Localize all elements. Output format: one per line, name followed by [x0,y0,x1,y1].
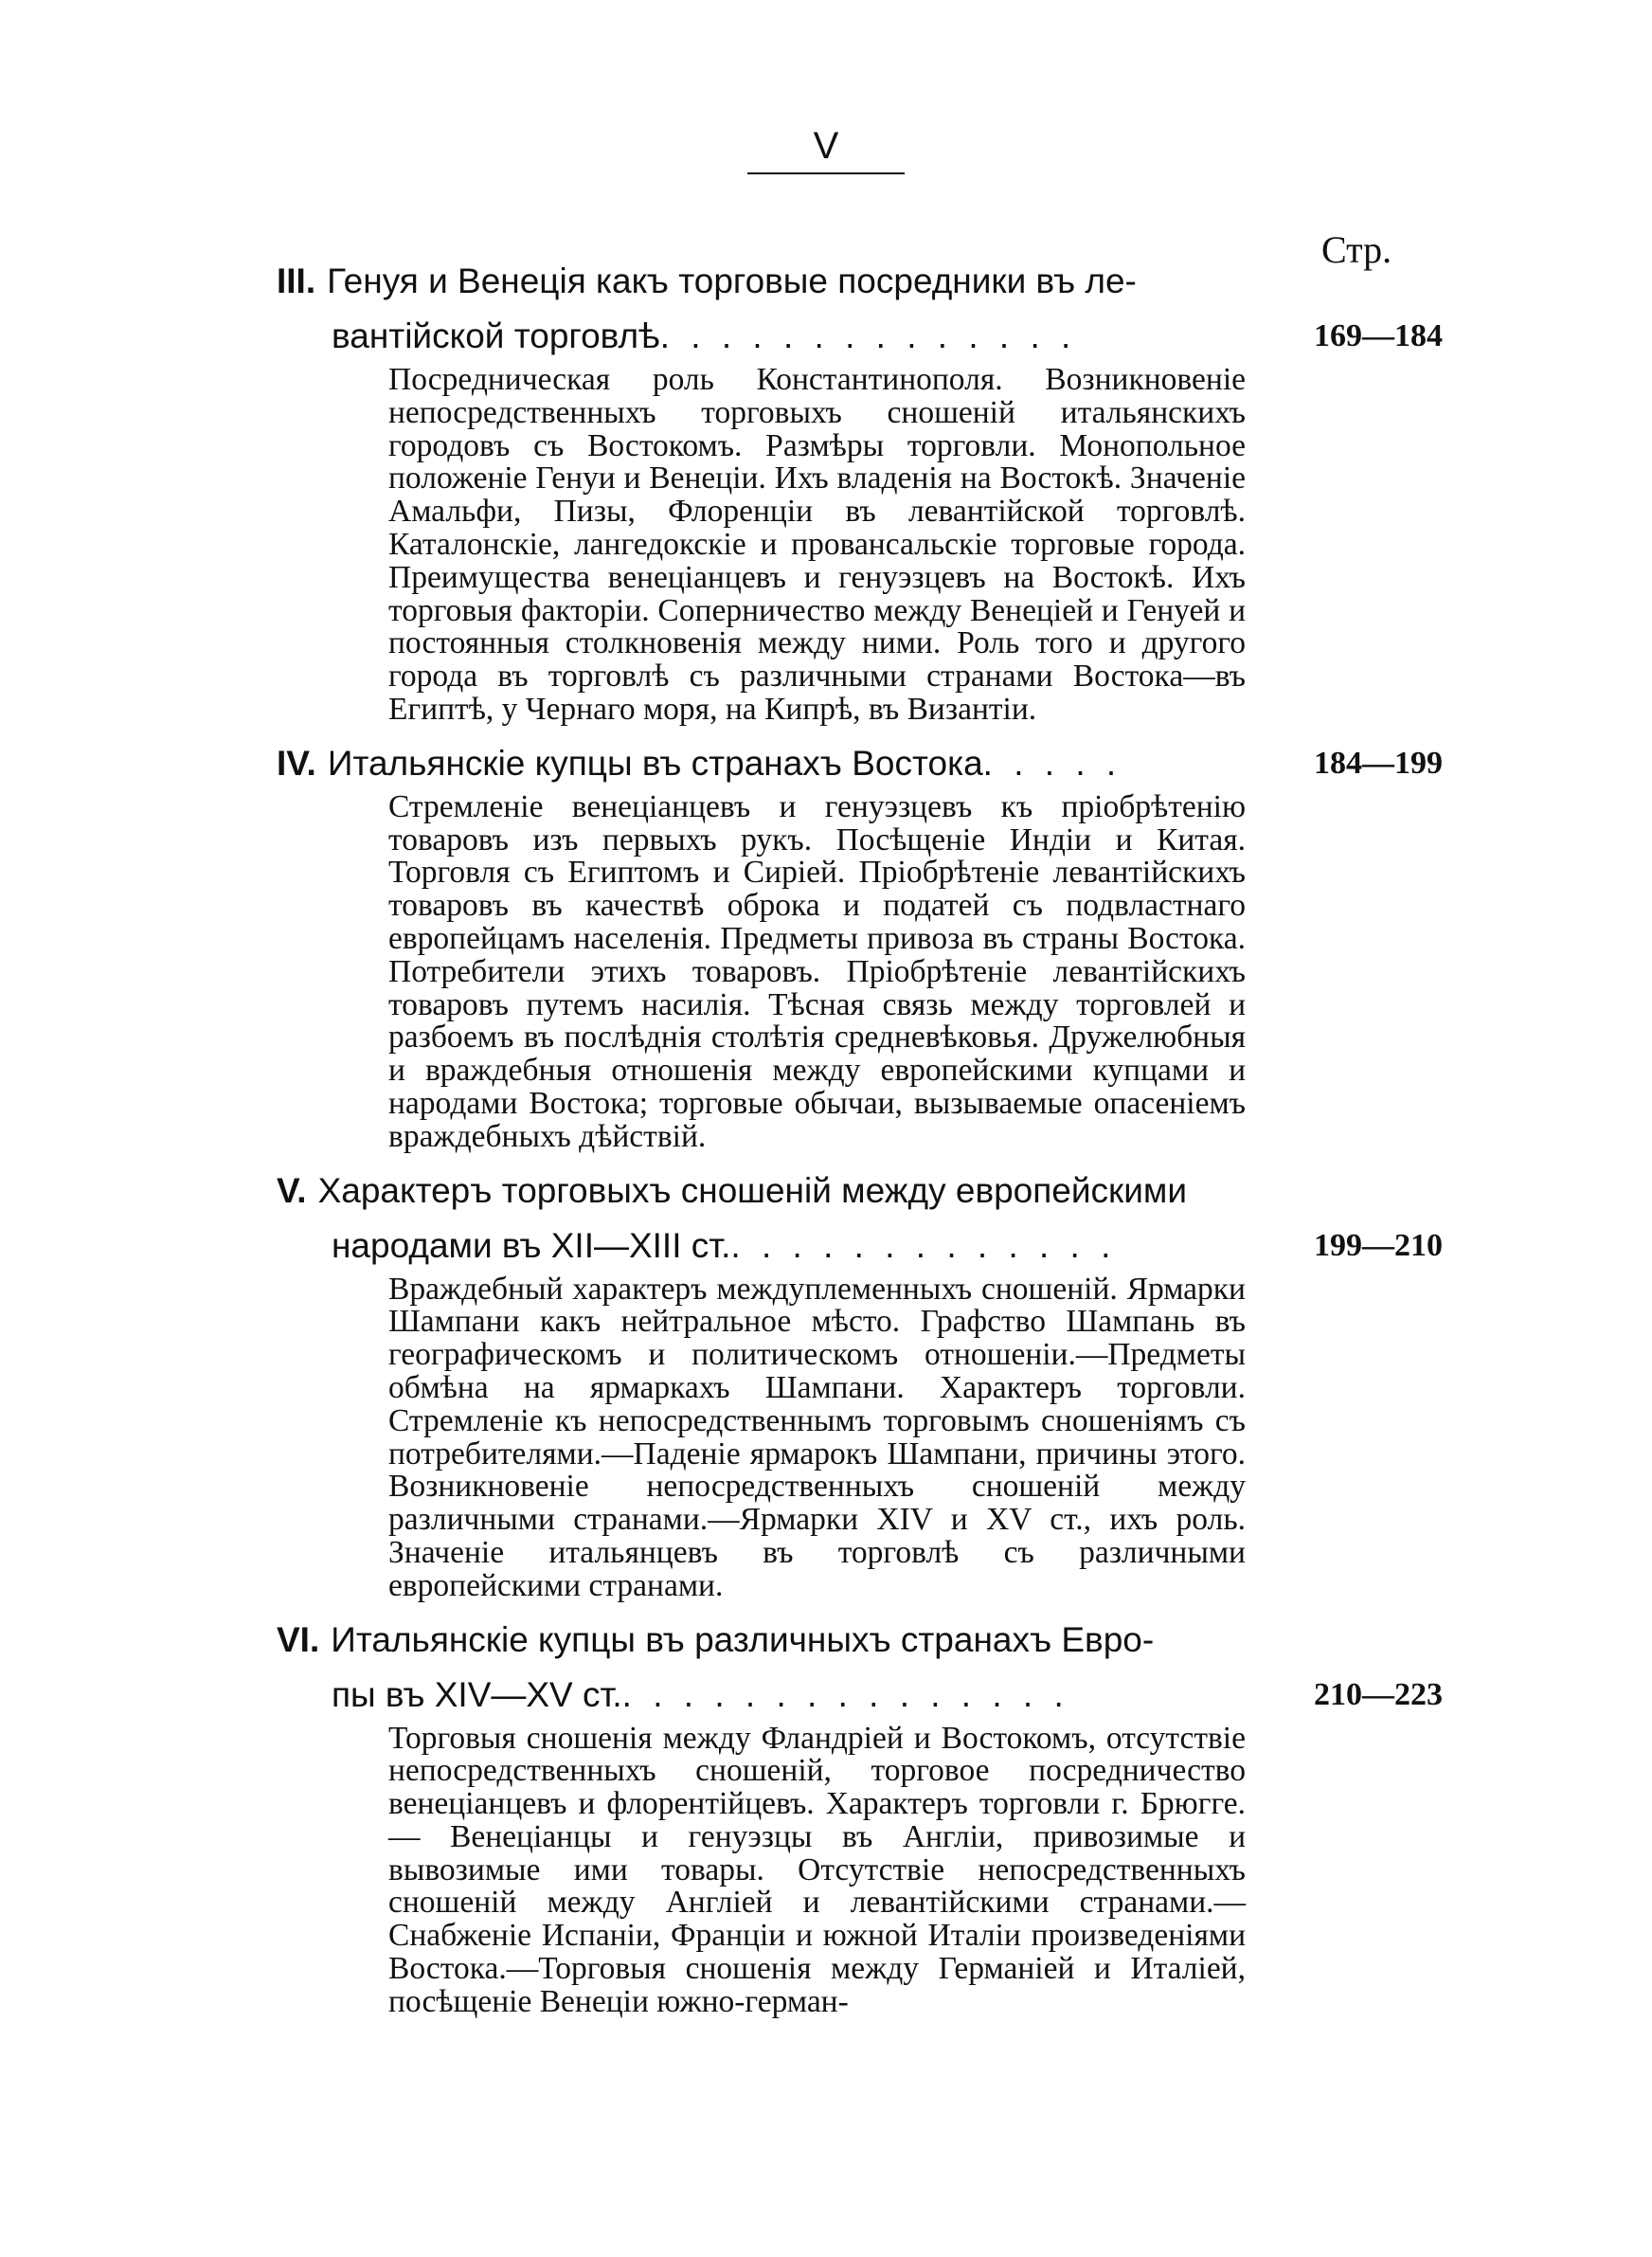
section-summary: Стремленіе венеціанцевъ и генуэзцевъ къ пріобрѣтенію товаровъ изъ первыхъ рукъ. Посѣщеніе Индіи и Китая. Торговля съ Египтомъ и Сиріей. Пріобрѣтеніе левантійскихъ товаровъ въ качествѣ оброка и податей съ подвластнаго европейцамъ населенія. Предметы привоза въ страны Востока. Потребители этихъ товаровъ. Пріобрѣтеніе левантійскихъ товаровъ путемъ насилія. Тѣсная связь между торговлей и разбоемъ въ послѣднія столѣтія средневѣковья. Дружелюбныя и враждебныя отношенія между европейскими купцами и народами Востока; торговые обычаи, вызываемые опасеніемъ враждебныхъ дѣйствій. [388,788,1246,1154]
leader-dots: . . . . . . . . . . . . . . [659,316,1077,355]
section-heading-line2 [277,309,1243,364]
section-heading [277,1613,1243,1668]
section-title-line1: Итальянскіе купцы въ различныхъ странахъ Евро- [331,1619,1155,1659]
toc-section-5 [277,1164,1451,1603]
section-heading [277,736,1243,791]
page-range: 169—184 [1314,318,1443,353]
page-range: 210—223 [1314,1676,1443,1712]
leader-dots: . . . . . . . . . . . . . . . [621,1674,1069,1714]
section-number: IV. [277,743,316,783]
section-title-line1: Генуя и Венеція какъ торговые посредники въ ле- [327,262,1137,300]
section-summary: Торговыя сношенія между Фландріей и Востокомъ, отсутствіе непосредственныхъ сношеній, торговое посредничество венеціанцевъ и флорентійцевъ. Характеръ торговли г. Брюгге. — Венеціанцы и генуэзцы въ Англіи, привозимые и вывозимые ими товары. Отсутствіе непосредственныхъ сношеній между Англіей и левантійскими странами.—Снабженіе Испаніи, Франціи и южной Италіи произведеніями Востока.—Торговыя сношенія между Германіей и Италіей, посѣщеніе Венеціи южно-герман- [388,1720,1246,2019]
page-range: 184—199 [1314,745,1443,781]
toc-section-3 [277,254,1451,727]
leader-dots: . . . . . [982,743,1122,783]
toc-section-6 [277,1613,1451,2019]
section-summary: Посредническая роль Константинополя. Возникновеніе непосредственныхъ торговыхъ сношеній итальянскихъ городовъ съ Востокомъ. Размѣры торговли. Монопольное положеніе Генуи и Венеціи. Ихъ владенія на Востокѣ. Значеніе Амальфи, Пизы, Флоренціи въ левантійской торговлѣ. Каталонскіе, лангедокскіе и провансальскіе торговые города. Преимущества венеціанцевъ и генуэзцевъ на Востокѣ. Ихъ торговыя факторіи. Соперничество между Венеціей и Генуей и постоянныя столкновенія между ними. Роль того и другого города въ торговлѣ съ различными странами Востока—въ Египтѣ, у Чернаго моря, на Кипрѣ, въ Византіи. [388,362,1246,727]
section-number: VI. [277,1619,320,1659]
section-title-line2: пы въ XIV—XV ст. [332,1674,622,1714]
page-column-label: Стр. [1321,228,1392,271]
page-header [0,125,1652,174]
section-heading [277,254,1243,309]
section-title-line1: Итальянскіе купцы въ странахъ Востока [327,743,983,783]
section-heading [277,1164,1243,1219]
toc-section-4 [277,736,1451,1154]
section-number: V. [277,1170,307,1210]
section-number: III. [277,262,316,300]
section-summary: Враждебный характеръ междуплеменныхъ сношеній. Ярмарки Шампани какъ нейтральное мѣсто. Графство Шампань въ географическомъ и политическомъ отношеніи.—Предметы обмѣна на ярмаркахъ Шампани. Характеръ торговли. Стремленіе къ непосредственнымъ торговымъ сношеніямъ съ потребителями.—Паденіе ярмарокъ Шампани, причины этого. Возникновеніе непосредственныхъ сношеній между различными странами.—Ярмарки XIV и XV ст., ихъ роль. Значеніе итальянцевъ въ торговлѣ съ различными европейскими странами. [388,1271,1246,1603]
page-number: V [747,125,906,174]
section-heading-line2 [277,1668,1243,1723]
leader-dots: . . . . . . . . . . . . . [730,1225,1117,1265]
section-title-line2: народами въ XII—XIII ст. [332,1225,731,1265]
table-of-contents [277,254,1451,2029]
page-range: 199—210 [1314,1227,1443,1263]
section-heading-line2 [277,1219,1243,1273]
section-title-line1: Характеръ торговыхъ сношеній между европейскими [317,1170,1187,1210]
section-title-line2: вантійской торговлѣ [332,316,660,355]
